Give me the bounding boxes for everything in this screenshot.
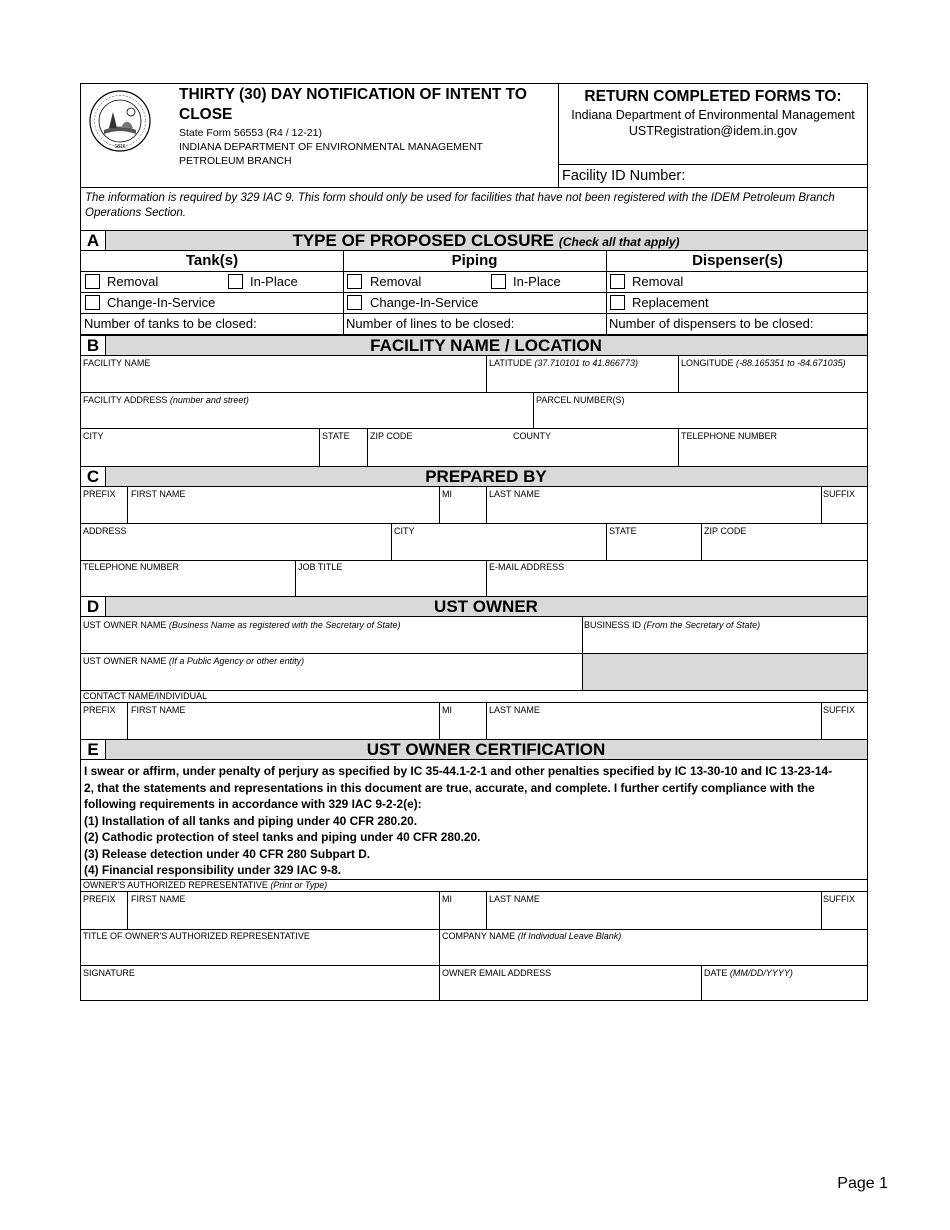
owner-email-label: OWNER EMAIL ADDRESS — [442, 968, 552, 978]
tanks-inplace-checkbox[interactable] — [228, 274, 243, 289]
signature-label: SIGNATURE — [83, 968, 135, 978]
preparer-last-name-field[interactable] — [489, 501, 819, 522]
preparer-state-field[interactable] — [609, 538, 699, 559]
return-email[interactable]: USTRegistration@idem.in.gov — [628, 124, 798, 138]
facility-id-label: Facility ID Number: — [562, 168, 686, 184]
facility-address-label: FACILITY ADDRESS (number and street) — [83, 395, 249, 405]
business-id-label: BUSINESS ID (From the Secretary of State) — [584, 620, 761, 630]
piping-removal-label: Removal — [370, 274, 422, 289]
longitude-field[interactable] — [681, 370, 866, 392]
piping-change-in-service-label: Change-In-Service — [370, 295, 479, 310]
tanks-change-in-service-checkbox[interactable] — [85, 295, 100, 310]
contact-name-label: CONTACT NAME/INDIVIDUAL — [83, 691, 208, 701]
facility-city-field[interactable] — [83, 443, 317, 465]
rep-last-name-label: LAST NAME — [489, 894, 540, 904]
preparer-prefix-label: PREFIX — [83, 489, 116, 499]
section-e-header — [81, 739, 867, 760]
page-number: Page 1 — [837, 1175, 888, 1192]
section-d-letter: D — [81, 597, 106, 616]
latitude-label: LATITUDE (37.710101 to 41.866773) — [489, 358, 638, 368]
facility-telephone-field[interactable] — [681, 443, 866, 465]
section-a-header — [81, 230, 867, 251]
contact-prefix-field[interactable] — [83, 717, 125, 738]
section-d-header — [81, 596, 867, 617]
facility-state-label: STATE — [322, 431, 350, 441]
preparer-first-name-field[interactable] — [131, 501, 437, 522]
rep-suffix-label: SUFFIX — [823, 894, 856, 904]
preparer-email-label: E-MAIL ADDRESS — [489, 562, 565, 572]
contact-mi-label: MI — [442, 705, 452, 715]
facility-zip-field[interactable] — [370, 443, 510, 465]
preparer-state-label: STATE — [609, 526, 637, 536]
rep-prefix-field[interactable] — [83, 906, 125, 927]
facility-id-field[interactable] — [701, 166, 865, 186]
rep-title-field[interactable] — [83, 943, 437, 964]
preparer-address-field[interactable] — [83, 538, 389, 559]
section-b-title: FACILITY NAME / LOCATION — [370, 336, 602, 355]
contact-suffix-field[interactable] — [823, 717, 866, 738]
tanks-inplace-label: In-Place — [250, 274, 298, 289]
contact-first-name-field[interactable] — [131, 717, 437, 738]
latitude-field[interactable] — [489, 370, 675, 392]
notification-form — [80, 83, 868, 1001]
contact-suffix-label: SUFFIX — [823, 705, 856, 715]
section-a-title: TYPE OF PROPOSED CLOSURE (Check all that apply) — [292, 231, 680, 250]
facility-state-field[interactable] — [322, 443, 365, 465]
owner-name-label: UST OWNER NAME (Business Name as registered with the Secretary of State) — [83, 620, 401, 630]
preparer-job-title-field[interactable] — [298, 574, 484, 595]
form-title: THIRTY (30) DAY NOTIFICATION OF INTENT TO CLOSE — [179, 86, 527, 123]
owner-name-public-label: UST OWNER NAME (If a Public Agency or other entity) — [83, 656, 305, 666]
owner-email-field[interactable] — [442, 980, 699, 1000]
dispensers-count-label: Number of dispensers to be closed: — [609, 316, 814, 331]
facility-city-label: CITY — [83, 431, 104, 441]
preparer-mi-field[interactable] — [442, 501, 484, 522]
preparer-zip-label: ZIP CODE — [704, 526, 747, 536]
facility-name-field[interactable] — [83, 370, 483, 392]
longitude-label: LONGITUDE (-88.165351 to -84.671035) — [681, 358, 846, 368]
preparer-telephone-label: TELEPHONE NUMBER — [83, 562, 180, 572]
branch-name: PETROLEUM BRANCH — [179, 155, 292, 167]
dispensers-replacement-checkbox[interactable] — [610, 295, 625, 310]
facility-county-field[interactable] — [513, 443, 675, 465]
tanks-change-in-service-label: Change-In-Service — [107, 295, 216, 310]
dispensers-removal-label: Removal — [632, 274, 684, 289]
section-c-header — [81, 466, 867, 487]
preparer-mi-label: MI — [442, 489, 452, 499]
tanks-count-label: Number of tanks to be closed: — [84, 316, 257, 331]
piping-inplace-label: In-Place — [513, 274, 561, 289]
tanks-removal-checkbox[interactable] — [85, 274, 100, 289]
return-agency: Indiana Department of Environmental Management — [571, 108, 855, 122]
parcel-number-label: PARCEL NUMBER(S) — [536, 395, 625, 405]
owner-name-field[interactable] — [83, 632, 579, 653]
return-heading: RETURN COMPLETED FORMS TO: — [584, 88, 842, 105]
certification-text: I swear or affirm, under penalty of perjury as specified by IC 35-44.1-2-1 and other penalties specified by IC 13-30-10 and IC 13-23-14- 2, that the statements and representations in this document are true, accurate, and complete. I further certify compliance with the following requirements in accordance with 329 IAC 9-2-2(e): (1) Installation of all tanks and piping under 40 CFR 280.20. (2) Cathodic protection of steel tanks and piping under 40 CFR 280.20. (3) Release detection under 40 CFR 280 Subpart D. (4) Financial responsibility under 329 IAC 9-8. — [84, 764, 833, 877]
contact-last-name-label: LAST NAME — [489, 705, 540, 715]
preparer-suffix-label: SUFFIX — [823, 489, 856, 499]
company-name-field[interactable] — [442, 943, 866, 964]
facility-address-field[interactable] — [83, 407, 529, 428]
svg-text:1816: 1816 — [114, 144, 126, 150]
dispensers-heading: Dispenser(s) — [692, 252, 783, 269]
preparer-prefix-field[interactable] — [83, 501, 125, 522]
contact-prefix-label: PREFIX — [83, 705, 116, 715]
preparer-last-name-label: LAST NAME — [489, 489, 540, 499]
facility-name-label: FACILITY NAME — [83, 358, 151, 368]
dispensers-replacement-label: Replacement — [632, 295, 709, 310]
facility-zip-label: ZIP CODE — [370, 431, 413, 441]
rep-mi-field[interactable] — [442, 906, 484, 927]
date-field[interactable] — [704, 980, 866, 1000]
contact-mi-field[interactable] — [442, 717, 484, 738]
rep-prefix-label: PREFIX — [83, 894, 116, 904]
form-number: State Form 56553 (R4 / 12-21) — [179, 127, 322, 139]
preparer-email-field[interactable] — [489, 574, 866, 595]
piping-inplace-checkbox[interactable] — [491, 274, 506, 289]
section-b-header — [81, 335, 867, 356]
section-e-title: UST OWNER CERTIFICATION — [366, 740, 606, 759]
rep-title-label: TITLE OF OWNER'S AUTHORIZED REPRESENTATIVE — [83, 931, 310, 941]
piping-removal-checkbox[interactable] — [347, 274, 362, 289]
tanks-removal-label: Removal — [107, 274, 159, 289]
section-c-title: PREPARED BY — [425, 467, 547, 486]
indiana-seal-icon — [87, 88, 153, 154]
representative-label: OWNER'S AUTHORIZED REPRESENTATIVE (Print or Type) — [83, 880, 328, 890]
date-label: DATE (MM/DD/YYYY) — [704, 968, 793, 978]
dispensers-removal-checkbox[interactable] — [610, 274, 625, 289]
business-id-field[interactable] — [584, 632, 866, 653]
signature-field[interactable] — [83, 980, 437, 1000]
contact-last-name-field[interactable] — [489, 717, 819, 738]
company-name-label: COMPANY NAME (If Individual Leave Blank) — [442, 931, 622, 941]
preparer-suffix-field[interactable] — [823, 501, 866, 522]
rep-first-name-label: FIRST NAME — [131, 894, 186, 904]
intro-text: The information is required by 329 IAC 9. This form should only be used for facilities that have not been registered with the IDEM Petroleum Branch Operations Section. — [85, 192, 835, 219]
preparer-zip-field[interactable] — [704, 538, 866, 559]
preparer-telephone-field[interactable] — [83, 574, 293, 595]
preparer-job-title-label: JOB TITLE — [298, 562, 343, 572]
section-d-title: UST OWNER — [434, 597, 538, 616]
rep-suffix-field[interactable] — [823, 906, 866, 927]
section-e-letter: E — [81, 740, 106, 759]
section-b-letter: B — [81, 336, 106, 355]
preparer-address-label: ADDRESS — [83, 526, 127, 536]
agency-name: INDIANA DEPARTMENT OF ENVIRONMENTAL MANAGEMENT — [179, 141, 483, 153]
piping-change-in-service-checkbox[interactable] — [347, 295, 362, 310]
contact-first-name-label: FIRST NAME — [131, 705, 186, 715]
rep-mi-label: MI — [442, 894, 452, 904]
rep-last-name-field[interactable] — [489, 906, 819, 927]
facility-county-label: COUNTY — [513, 431, 551, 441]
preparer-first-name-label: FIRST NAME — [131, 489, 186, 499]
parcel-number-field[interactable] — [536, 407, 866, 428]
facility-telephone-label: TELEPHONE NUMBER — [681, 431, 778, 441]
section-c-letter: C — [81, 467, 106, 486]
piping-heading: Piping — [451, 252, 498, 269]
shaded-area — [583, 654, 867, 690]
tanks-heading: Tank(s) — [185, 252, 239, 269]
rep-first-name-field[interactable] — [131, 906, 437, 927]
owner-name-public-field[interactable] — [83, 668, 579, 689]
preparer-city-field[interactable] — [394, 538, 604, 559]
preparer-city-label: CITY — [394, 526, 415, 536]
section-a-letter: A — [81, 231, 106, 250]
piping-count-label: Number of lines to be closed: — [346, 316, 515, 331]
